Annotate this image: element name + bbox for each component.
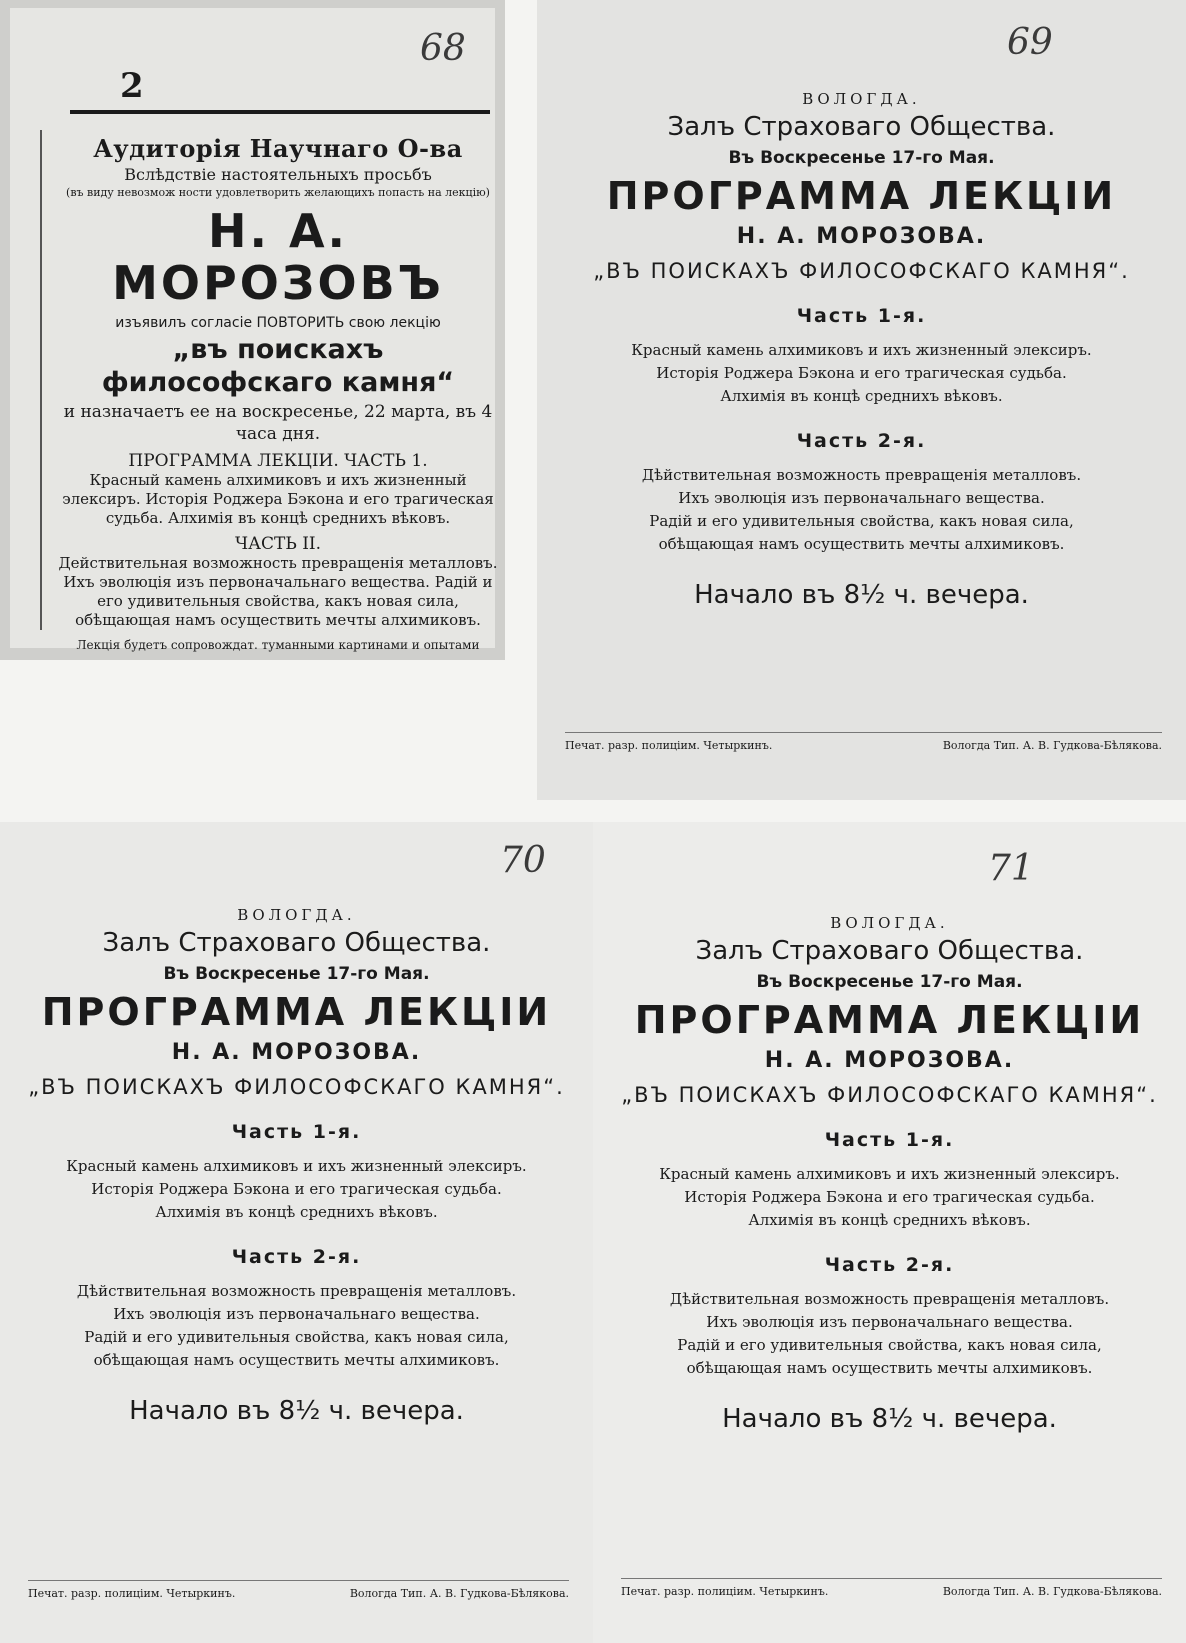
date-line: и назначаетъ ее на воскресенье, 22 марта, въ 4 часа дня.: [63, 402, 493, 444]
lecture-title: „ВЪ ПОИСКАХЪ ФИЛОСОФСКАГО КАМНЯ“.: [28, 1075, 565, 1099]
page-number: 2: [120, 66, 144, 106]
event-day: Въ Воскресенье 17-го Мая.: [163, 964, 430, 984]
part2-lines: [593, 1288, 1186, 1380]
part2-line: Ихъ эволюція изъ первоначальнаго вещества.: [113, 1305, 480, 1323]
part1-heading: Часть 1-я.: [796, 305, 927, 327]
program-part1-heading: ПРОГРАММА ЛЕКЦІИ. ЧАСТЬ 1.: [128, 451, 428, 471]
part2-line: Ихъ эволюція изъ первоначальнаго вещества.: [706, 1313, 1073, 1331]
handwritten-archive-number: 68: [420, 28, 466, 69]
poster-71: [593, 822, 1186, 1643]
part2-line: Радій и его удивительныя свойства, какъ новая сила,: [649, 512, 1074, 530]
author-name: Н. А. МОРОЗОВА.: [736, 224, 987, 249]
lecturer-name: Н. А. МОРОЗОВЪ: [112, 204, 444, 310]
part2-line: Дѣйствительная возможность превращенія металловъ.: [76, 1282, 517, 1300]
part2-line: обѣщающая намъ осуществить мечты алхимиковъ.: [658, 535, 1065, 553]
handwritten-archive-number: 69: [1007, 22, 1053, 63]
part1-lines: [593, 1163, 1186, 1232]
author-name: Н. А. МОРОЗОВА.: [764, 1048, 1015, 1073]
start-time: Начало въ 8½ ч. вечера.: [129, 1396, 464, 1426]
hall-name: Залъ Страховаго Общества.: [695, 936, 1084, 966]
program-heading: ПРОГРАММА ЛЕКЦІИ: [41, 990, 552, 1034]
part1-heading: Часть 1-я.: [231, 1121, 362, 1143]
urgency-line: Вслѣдствіе настоятельныхъ просьбъ: [124, 165, 432, 184]
part2-text: Действительная возможность превращенія металловъ. Ихъ эволюція изъ первоначальнаго вещества. Радій и его удивительныя свойства, какъ новая сила, обѣщающая намъ осуществить мечты алхимиковъ.: [58, 554, 498, 629]
lecture-title: „въ поискахъ философскаго камня“: [101, 334, 455, 398]
part2-line: Ихъ эволюція изъ первоначальнаго вещества.: [678, 489, 1045, 507]
hall-name: Залъ Страховаго Общества.: [102, 928, 491, 958]
poster-content: [593, 914, 1186, 1434]
part1-text: Красный камень алхимиковъ и ихъ жизненный элексиръ. Исторія Роджера Бэкона и его трагическая судьба. Алхимія въ концѣ среднихъ вѣковъ.: [62, 471, 494, 527]
handwritten-archive-number: 70: [500, 840, 546, 881]
printer-footer: [565, 732, 1162, 752]
start-time: Начало въ 8½ ч. вечера.: [722, 1404, 1057, 1434]
printer-note: Вологда Тип. А. В. Гудкова-Бѣлякова.: [942, 1585, 1162, 1598]
part2-line: Дѣйствительная возможность превращенія металловъ.: [669, 1290, 1110, 1308]
city: ВОЛОГДА.: [830, 914, 949, 932]
printer-footer: [28, 1580, 569, 1600]
part1-line: Красный камень алхимиковъ и ихъ жизненный элексиръ.: [659, 1165, 1120, 1183]
newspaper-clipping: [0, 0, 505, 660]
part1-line: Исторія Роджера Бэкона и его трагическая судьба.: [656, 364, 1067, 382]
part1-line: Исторія Роджера Бэкона и его трагическая судьба.: [91, 1180, 502, 1198]
part1-line: Исторія Роджера Бэкона и его трагическая судьба.: [684, 1188, 1095, 1206]
header-rule: [70, 110, 490, 114]
printer-footer: [621, 1578, 1162, 1598]
part2-line: Радій и его удивительныя свойства, какъ новая сила,: [84, 1328, 509, 1346]
lecture-title: „ВЪ ПОИСКАХЪ ФИЛОСОФСКАГО КАМНЯ“.: [593, 259, 1130, 283]
censor-note: Печат. разр. полиціим. Четыркинъ.: [565, 739, 773, 752]
poster-69: [537, 0, 1186, 800]
closing-line: Лекція будетъ сопровождат. туманными картинами и опытами: [76, 638, 480, 652]
author-name: Н. А. МОРОЗОВА.: [171, 1040, 422, 1065]
poster-content: [537, 90, 1186, 610]
note-line: (въ виду невозмож ности удовлетворить желающихъ попасть на лекцію): [66, 186, 490, 199]
hall-name: Залъ Страховаго Общества.: [667, 112, 1056, 142]
event-day: Въ Воскресенье 17-го Мая.: [756, 972, 1023, 992]
auditorium-heading: Аудиторія Научнаго О-ва: [93, 134, 463, 163]
part1-line: Алхимія въ концѣ среднихъ вѣковъ.: [720, 387, 1003, 405]
event-day: Въ Воскресенье 17-го Мая.: [728, 148, 995, 168]
city: ВОЛОГДА.: [802, 90, 921, 108]
agreement-line: изъявилъ согласіе ПОВТОРИТЬ свою лекцію: [115, 315, 441, 331]
printer-note: Вологда Тип. А. В. Гудкова-Бѣлякова.: [942, 739, 1162, 752]
part2-heading: Часть 2-я.: [824, 1254, 955, 1276]
program-part2-heading: ЧАСТЬ II.: [234, 534, 322, 554]
printer-note: Вологда Тип. А. В. Гудкова-Бѣлякова.: [349, 1587, 569, 1600]
censor-note: Печат. разр. полиціим. Четыркинъ.: [28, 1587, 236, 1600]
part2-line: Радій и его удивительныя свойства, какъ новая сила,: [677, 1336, 1102, 1354]
part1-lines: [0, 1155, 593, 1224]
part1-line: Красный камень алхимиковъ и ихъ жизненный элексиръ.: [66, 1157, 527, 1175]
clipping-column: [58, 130, 498, 652]
program-heading: ПРОГРАММА ЛЕКЦІИ: [606, 174, 1117, 218]
part1-line: Красный камень алхимиковъ и ихъ жизненный элексиръ.: [631, 341, 1092, 359]
part2-line: Дѣйствительная возможность превращенія металловъ.: [641, 466, 1082, 484]
part2-line: обѣщающая намъ осуществить мечты алхимиковъ.: [686, 1359, 1093, 1377]
program-heading: ПРОГРАММА ЛЕКЦІИ: [634, 998, 1145, 1042]
censor-note: Печат. разр. полиціим. Четыркинъ.: [621, 1585, 829, 1598]
part2-lines: [0, 1280, 593, 1372]
part2-lines: [537, 464, 1186, 556]
poster-content: [0, 906, 593, 1426]
part1-line: Алхимія въ концѣ среднихъ вѣковъ.: [155, 1203, 438, 1221]
part2-line: обѣщающая намъ осуществить мечты алхимиковъ.: [93, 1351, 500, 1369]
part1-heading: Часть 1-я.: [824, 1129, 955, 1151]
lecture-title: „ВЪ ПОИСКАХЪ ФИЛОСОФСКАГО КАМНЯ“.: [621, 1083, 1158, 1107]
poster-70: [0, 822, 593, 1643]
part1-lines: [537, 339, 1186, 408]
start-time: Начало въ 8½ ч. вечера.: [694, 580, 1029, 610]
part2-heading: Часть 2-я.: [796, 430, 927, 452]
handwritten-archive-number: 71: [988, 848, 1034, 889]
part1-line: Алхимія въ концѣ среднихъ вѣковъ.: [748, 1211, 1031, 1229]
part2-heading: Часть 2-я.: [231, 1246, 362, 1268]
city: ВОЛОГДА.: [237, 906, 356, 924]
column-rule: [40, 130, 42, 630]
